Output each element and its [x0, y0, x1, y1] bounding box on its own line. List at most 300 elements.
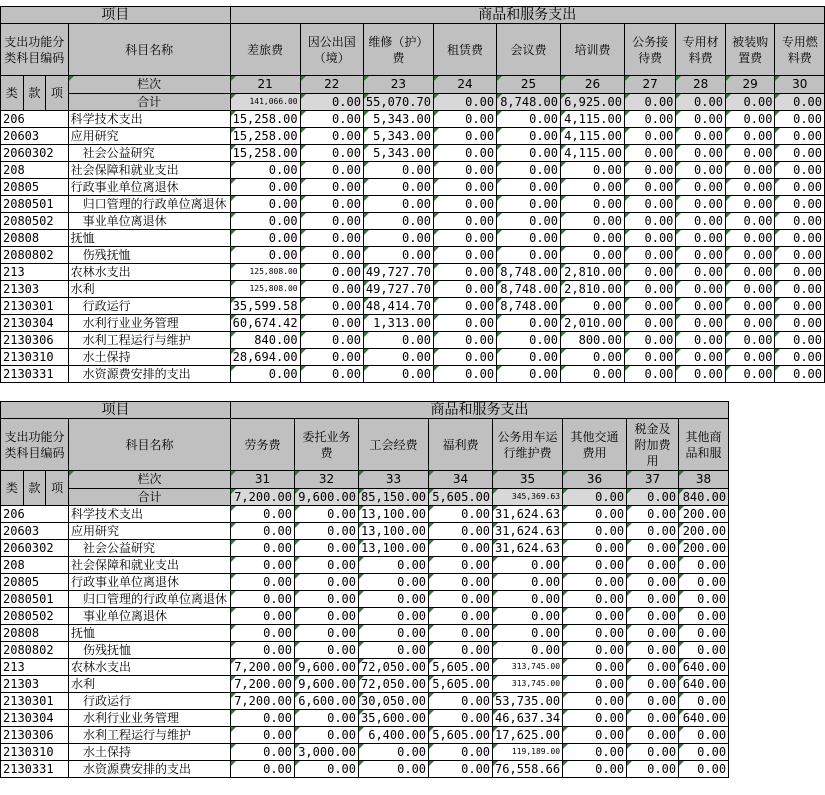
value-cell: 0.00 — [429, 625, 493, 642]
value-cell: 0.00 — [563, 557, 627, 574]
subject-code: 2080502 — [1, 213, 69, 230]
subject-code: 2060302 — [1, 540, 69, 557]
table-row — [1, 298, 825, 315]
value-cell: 13,100.00 — [359, 540, 429, 557]
value-cell: 0.00 — [433, 264, 496, 281]
table-row — [1, 540, 729, 557]
subject-code: 2080501 — [1, 196, 69, 213]
subject-code: 206 — [1, 506, 69, 523]
value-cell: 0.00 — [775, 332, 825, 349]
value-cell: 0.00 — [363, 213, 433, 230]
subject-code: 213 — [1, 659, 69, 676]
value-cell: 0.00 — [300, 298, 363, 315]
table-row — [1, 332, 825, 349]
value-cell: 5,605.00 — [429, 727, 493, 744]
lei-kuan-xiang-cells — [1, 76, 68, 110]
value-cell: 0.00 — [563, 761, 627, 778]
column-number: 32 — [295, 471, 359, 489]
value-cell: 0.00 — [300, 349, 363, 366]
value-cell: 0.00 — [363, 332, 433, 349]
column-number: 38 — [679, 471, 729, 489]
value-cell: 0.00 — [359, 591, 429, 608]
value-cell: 0.00 — [624, 230, 675, 247]
value-cell: 0.00 — [725, 264, 775, 281]
value-cell: 3,000.00 — [295, 744, 359, 761]
value-cell: 0.00 — [561, 366, 625, 383]
subject-code: 2080501 — [1, 591, 69, 608]
subject-code: 20603 — [1, 523, 69, 540]
value-cell: 0.00 — [627, 540, 679, 557]
value-cell: 0.00 — [363, 230, 433, 247]
value-cell: 0.00 — [300, 366, 363, 383]
column-number: 35 — [493, 471, 563, 489]
column-label: 其他商品和服 — [679, 419, 729, 471]
bottom-total-row — [1, 488, 729, 506]
value-cell: 48,414.70 — [363, 298, 433, 315]
value-cell: 0.00 — [497, 145, 561, 162]
value-cell: 0.00 — [231, 574, 295, 591]
total-cell: 0.00 — [563, 488, 627, 506]
value-cell: 28,694.00 — [230, 349, 300, 366]
value-cell: 0.00 — [775, 179, 825, 196]
value-cell: 0.00 — [433, 332, 496, 349]
value-cell: 0.00 — [624, 145, 675, 162]
column-label: 福利费 — [429, 419, 493, 471]
value-cell: 0.00 — [563, 659, 627, 676]
value-cell: 0.00 — [725, 179, 775, 196]
total-cell: 0.00 — [433, 93, 496, 111]
value-cell: 15,258.00 — [230, 145, 300, 162]
subject-name: 事业单位离退休 — [68, 213, 230, 230]
table-row — [1, 744, 729, 761]
total-cell: 0.00 — [775, 93, 825, 111]
value-cell: 0.00 — [433, 128, 496, 145]
value-cell: 46,637.34 — [493, 710, 563, 727]
column-label: 公务用车运行维护费 — [493, 419, 563, 471]
value-cell: 0.00 — [295, 608, 359, 625]
goods-services-header: 商品和服务支出 — [231, 402, 729, 419]
value-cell: 5,343.00 — [363, 111, 433, 128]
value-cell: 6,600.00 — [295, 693, 359, 710]
header-xiang: 项 — [51, 481, 64, 495]
value-cell: 9,600.00 — [295, 676, 359, 693]
value-cell: 31,624.63 — [493, 523, 563, 540]
subject-name: 应用研究 — [68, 128, 230, 145]
value-cell: 0.00 — [231, 557, 295, 574]
lei-kuan-xiang-header — [1, 471, 69, 506]
value-cell: 0.00 — [725, 213, 775, 230]
subject-code: 21303 — [1, 676, 69, 693]
value-cell: 35,599.58 — [230, 298, 300, 315]
value-cell: 640.00 — [679, 659, 729, 676]
table-row — [1, 591, 729, 608]
value-cell: 8,748.00 — [497, 298, 561, 315]
subject-code: 2130310 — [1, 349, 69, 366]
value-cell: 0.00 — [627, 744, 679, 761]
value-cell: 0.00 — [563, 540, 627, 557]
header-kuan: 款 — [24, 76, 47, 110]
value-cell: 0.00 — [624, 366, 675, 383]
value-cell: 0.00 — [725, 196, 775, 213]
value-cell: 0.00 — [561, 196, 625, 213]
value-cell: 0.00 — [563, 642, 627, 659]
subject-name: 水利 — [69, 676, 231, 693]
header-kuan: 款 — [24, 471, 47, 505]
subject-code: 206 — [1, 111, 69, 128]
value-cell: 0.00 — [676, 349, 726, 366]
value-cell: 15,258.00 — [230, 128, 300, 145]
total-cell: 0.00 — [725, 93, 775, 111]
value-cell: 0.00 — [563, 625, 627, 642]
value-cell: 0.00 — [676, 332, 726, 349]
value-cell: 0.00 — [493, 625, 563, 642]
subject-name: 社会公益研究 — [68, 145, 230, 162]
value-cell: 0.00 — [230, 196, 300, 213]
table-row — [1, 761, 729, 778]
value-cell: 0.00 — [433, 298, 496, 315]
value-cell: 0.00 — [429, 608, 493, 625]
column-number: 34 — [429, 471, 493, 489]
column-number: 31 — [231, 471, 295, 489]
value-cell: 0.00 — [775, 145, 825, 162]
table-row — [1, 710, 729, 727]
value-cell: 0.00 — [676, 128, 726, 145]
value-cell: 0.00 — [493, 608, 563, 625]
value-cell: 125,808.00 — [230, 264, 300, 281]
value-cell: 0.00 — [775, 230, 825, 247]
value-cell: 0.00 — [563, 608, 627, 625]
value-cell: 0.00 — [295, 540, 359, 557]
value-cell: 0.00 — [300, 230, 363, 247]
table-row — [1, 196, 825, 213]
value-cell: 0.00 — [231, 744, 295, 761]
value-cell: 0.00 — [497, 111, 561, 128]
total-cell: 141,066.00 — [230, 93, 300, 111]
table-row — [1, 608, 729, 625]
value-cell: 0.00 — [429, 574, 493, 591]
column-number: 36 — [563, 471, 627, 489]
column-label: 租赁费 — [433, 24, 496, 76]
value-cell: 0.00 — [563, 523, 627, 540]
value-cell: 0.00 — [676, 196, 726, 213]
value-cell: 0.00 — [775, 213, 825, 230]
subject-code: 2130310 — [1, 744, 69, 761]
value-cell: 0.00 — [679, 642, 729, 659]
value-cell: 0.00 — [429, 693, 493, 710]
goods-services-header: 商品和服务支出 — [230, 7, 824, 24]
total-cell: 840.00 — [679, 488, 729, 506]
subject-name: 水资源费安排的支出 — [68, 366, 230, 383]
value-cell: 5,605.00 — [429, 676, 493, 693]
value-cell: 0.00 — [493, 557, 563, 574]
value-cell: 0.00 — [433, 366, 496, 383]
subject-code: 213 — [1, 264, 69, 281]
column-number: 22 — [300, 76, 363, 94]
value-cell: 0.00 — [561, 179, 625, 196]
column-label: 因公出国（境） — [300, 24, 363, 76]
column-label: 劳务费 — [231, 419, 295, 471]
value-cell: 0.00 — [679, 574, 729, 591]
value-cell: 0.00 — [563, 727, 627, 744]
value-cell: 0.00 — [363, 196, 433, 213]
value-cell: 9,600.00 — [295, 659, 359, 676]
value-cell: 5,343.00 — [363, 128, 433, 145]
value-cell: 0.00 — [725, 111, 775, 128]
value-cell: 0.00 — [230, 366, 300, 383]
column-label: 差旅费 — [230, 24, 300, 76]
value-cell: 0.00 — [775, 247, 825, 264]
value-cell: 0.00 — [775, 128, 825, 145]
top-header-row-1 — [1, 7, 825, 24]
value-cell: 0.00 — [624, 179, 675, 196]
value-cell: 0.00 — [563, 693, 627, 710]
value-cell: 4,115.00 — [561, 145, 625, 162]
column-number: 25 — [497, 76, 561, 94]
value-cell: 0.00 — [497, 332, 561, 349]
total-cell: 55,070.70 — [363, 93, 433, 111]
subject-code: 2130331 — [1, 366, 69, 383]
value-cell: 0.00 — [497, 366, 561, 383]
table-row — [1, 281, 825, 298]
subject-code: 20805 — [1, 179, 69, 196]
value-cell: 0.00 — [493, 574, 563, 591]
value-cell: 13,100.00 — [359, 523, 429, 540]
column-label: 会议费 — [497, 24, 561, 76]
column-number: 30 — [775, 76, 825, 94]
column-number: 27 — [624, 76, 675, 94]
value-cell: 0.00 — [563, 506, 627, 523]
value-cell: 0.00 — [561, 162, 625, 179]
value-cell: 0.00 — [624, 247, 675, 264]
header-lei: 类 — [1, 76, 24, 110]
value-cell: 0.00 — [627, 574, 679, 591]
value-cell: 0.00 — [775, 196, 825, 213]
value-cell: 0.00 — [624, 264, 675, 281]
subject-name: 水土保持 — [68, 349, 230, 366]
table-row — [1, 162, 825, 179]
value-cell: 0.00 — [359, 574, 429, 591]
value-cell: 0.00 — [725, 145, 775, 162]
subject-name: 水利 — [68, 281, 230, 298]
value-cell: 0.00 — [363, 162, 433, 179]
value-cell: 0.00 — [561, 247, 625, 264]
value-cell: 76,558.66 — [493, 761, 563, 778]
value-cell: 0.00 — [231, 608, 295, 625]
value-cell: 13,100.00 — [359, 506, 429, 523]
value-cell: 7,200.00 — [231, 659, 295, 676]
subject-code: 2080802 — [1, 642, 69, 659]
subject-name: 水利行业业务管理 — [68, 315, 230, 332]
value-cell: 0.00 — [429, 710, 493, 727]
value-cell: 0.00 — [497, 162, 561, 179]
value-cell: 31,624.63 — [493, 540, 563, 557]
total-cell: 0.00 — [627, 488, 679, 506]
value-cell: 0.00 — [433, 247, 496, 264]
value-cell: 0.00 — [231, 710, 295, 727]
total-cell: 0.00 — [300, 93, 363, 111]
value-cell: 0.00 — [433, 349, 496, 366]
value-cell: 125,808.00 — [230, 281, 300, 298]
value-cell: 0.00 — [295, 710, 359, 727]
value-cell: 0.00 — [679, 591, 729, 608]
subject-name: 事业单位离退休 — [69, 608, 231, 625]
value-cell: 0.00 — [433, 230, 496, 247]
value-cell: 0.00 — [295, 523, 359, 540]
subject-name: 应用研究 — [69, 523, 231, 540]
total-cell: 6,925.00 — [561, 93, 625, 111]
value-cell: 0.00 — [775, 298, 825, 315]
value-cell: 0.00 — [624, 281, 675, 298]
value-cell: 0.00 — [627, 642, 679, 659]
total-label: 合计 — [68, 93, 230, 111]
top-header-row-3 — [1, 76, 825, 94]
value-cell: 0.00 — [775, 111, 825, 128]
column-number: 28 — [676, 76, 726, 94]
value-cell: 4,115.00 — [561, 111, 625, 128]
value-cell: 0.00 — [433, 179, 496, 196]
value-cell: 0.00 — [359, 557, 429, 574]
value-cell: 0.00 — [231, 642, 295, 659]
value-cell: 0.00 — [725, 315, 775, 332]
value-cell: 0.00 — [624, 111, 675, 128]
value-cell: 0.00 — [563, 676, 627, 693]
value-cell: 72,050.00 — [359, 659, 429, 676]
value-cell: 30,050.00 — [359, 693, 429, 710]
value-cell: 0.00 — [433, 196, 496, 213]
name-column-header: 科目名称 — [68, 24, 230, 76]
subject-name: 行政运行 — [69, 693, 231, 710]
value-cell: 0.00 — [300, 332, 363, 349]
value-cell: 0.00 — [363, 247, 433, 264]
value-cell: 0.00 — [775, 264, 825, 281]
subject-code: 208 — [1, 557, 69, 574]
subject-name: 科学技术支出 — [69, 506, 231, 523]
value-cell: 0.00 — [359, 744, 429, 761]
value-cell: 0.00 — [300, 247, 363, 264]
value-cell: 0.00 — [295, 642, 359, 659]
total-cell: 345,369.63 — [493, 488, 563, 506]
table-row — [1, 659, 729, 676]
total-cell: 8,748.00 — [497, 93, 561, 111]
column-label: 培训费 — [561, 24, 625, 76]
table-row — [1, 366, 825, 383]
value-cell: 0.00 — [363, 349, 433, 366]
subject-code: 2130304 — [1, 315, 69, 332]
value-cell: 1,313.00 — [363, 315, 433, 332]
subject-name: 伤残抚恤 — [69, 642, 231, 659]
table-row — [1, 574, 729, 591]
table-row — [1, 506, 729, 523]
value-cell: 0.00 — [627, 761, 679, 778]
value-cell: 0.00 — [230, 230, 300, 247]
value-cell: 0.00 — [725, 230, 775, 247]
value-cell: 0.00 — [433, 145, 496, 162]
value-cell: 0.00 — [429, 540, 493, 557]
value-cell: 0.00 — [359, 642, 429, 659]
subject-name: 水利工程运行与维护 — [68, 332, 230, 349]
value-cell: 0.00 — [775, 349, 825, 366]
subject-code: 21303 — [1, 281, 69, 298]
column-number: 23 — [363, 76, 433, 94]
value-cell: 0.00 — [497, 247, 561, 264]
table-row — [1, 264, 825, 281]
top-header-row-2 — [1, 24, 825, 76]
column-label: 工会经费 — [359, 419, 429, 471]
value-cell: 0.00 — [561, 230, 625, 247]
column-label: 委托业务费 — [295, 419, 359, 471]
value-cell: 0.00 — [561, 298, 625, 315]
subject-name: 农林水支出 — [68, 264, 230, 281]
value-cell: 0.00 — [624, 332, 675, 349]
value-cell: 53,735.00 — [493, 693, 563, 710]
value-cell: 0.00 — [676, 264, 726, 281]
value-cell: 0.00 — [627, 506, 679, 523]
value-cell: 0.00 — [676, 247, 726, 264]
value-cell: 0.00 — [679, 744, 729, 761]
subject-code: 2130304 — [1, 710, 69, 727]
subject-name: 行政事业单位离退休 — [69, 574, 231, 591]
value-cell: 0.00 — [231, 540, 295, 557]
value-cell: 0.00 — [627, 693, 679, 710]
subject-name: 归口管理的行政单位离退休 — [68, 196, 230, 213]
top-total-row — [1, 93, 825, 111]
subject-name: 归口管理的行政单位离退休 — [69, 591, 231, 608]
value-cell: 0.00 — [563, 710, 627, 727]
table-row — [1, 676, 729, 693]
value-cell: 0.00 — [497, 315, 561, 332]
value-cell: 60,674.42 — [230, 315, 300, 332]
value-cell: 0.00 — [563, 744, 627, 761]
expense-table-top — [0, 6, 825, 383]
value-cell: 0.00 — [493, 591, 563, 608]
value-cell: 0.00 — [433, 111, 496, 128]
value-cell: 0.00 — [300, 196, 363, 213]
subject-name: 社会保障和就业支出 — [68, 162, 230, 179]
value-cell: 7,200.00 — [231, 676, 295, 693]
lanci-label: 栏次 — [69, 471, 231, 489]
value-cell: 0.00 — [676, 213, 726, 230]
value-cell: 0.00 — [627, 557, 679, 574]
value-cell: 0.00 — [624, 213, 675, 230]
value-cell: 0.00 — [230, 213, 300, 230]
table-row — [1, 625, 729, 642]
subject-code: 20808 — [1, 625, 69, 642]
value-cell: 72,050.00 — [359, 676, 429, 693]
value-cell: 0.00 — [295, 591, 359, 608]
value-cell: 0.00 — [679, 693, 729, 710]
value-cell: 31,624.63 — [493, 506, 563, 523]
subject-name: 水利工程运行与维护 — [69, 727, 231, 744]
table-row — [1, 727, 729, 744]
total-cell: 0.00 — [676, 93, 726, 111]
value-cell: 0.00 — [429, 591, 493, 608]
value-cell: 0.00 — [295, 557, 359, 574]
value-cell: 2,810.00 — [561, 281, 625, 298]
value-cell: 15,258.00 — [230, 111, 300, 128]
value-cell: 0.00 — [563, 574, 627, 591]
value-cell: 0.00 — [497, 213, 561, 230]
value-cell: 5,605.00 — [429, 659, 493, 676]
value-cell: 640.00 — [679, 676, 729, 693]
bottom-header-row-2 — [1, 419, 729, 471]
value-cell: 0.00 — [433, 315, 496, 332]
value-cell: 0.00 — [624, 315, 675, 332]
value-cell: 0.00 — [300, 111, 363, 128]
value-cell: 0.00 — [676, 162, 726, 179]
value-cell: 0.00 — [497, 349, 561, 366]
value-cell: 0.00 — [429, 523, 493, 540]
value-cell: 0.00 — [433, 213, 496, 230]
